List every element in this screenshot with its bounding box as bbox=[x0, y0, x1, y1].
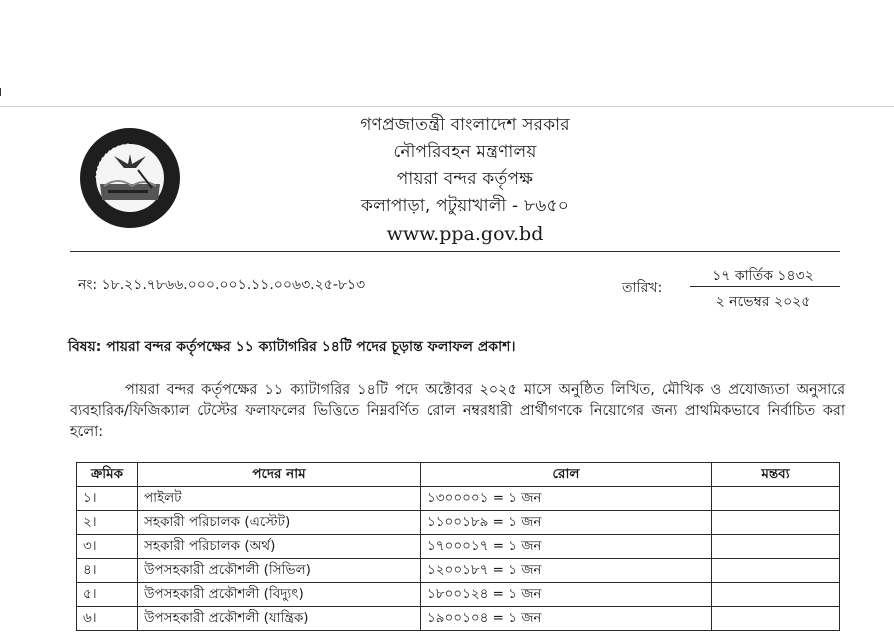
website-link[interactable]: www.ppa.gov.bd bbox=[386, 223, 544, 245]
roll-cell: ১৩০০০০১ = ১ জন bbox=[421, 487, 712, 511]
date-label: তারিখ: bbox=[622, 280, 663, 296]
post-cell: উপসহকারী প্রকৌশলী (সিভিল) bbox=[138, 559, 421, 583]
date-bangla: ১৭ কার্তিক ১৪৩২ bbox=[712, 268, 814, 284]
remark-cell bbox=[712, 607, 840, 631]
table-header-row bbox=[77, 463, 840, 487]
serial-cell: ৩। bbox=[77, 535, 138, 559]
subject-line: বিষয়: পায়রা বন্দর কর্তৃপক্ষের ১১ ক্যাটাগরির ১৪টি পদের চূড়ান্ত ফলাফল প্রকাশ। bbox=[68, 339, 516, 355]
body-text: পায়রা বন্দর কর্তৃপক্ষের ১১ ক্যাটাগরির ১৪টি পদে অক্টোবর ২০২৫ মাসে অনুষ্ঠিত লিখিত, মৌখিক ও প্রযোজ্যতা অনুসারে ব্যবহারিক/ফিজিক্যাল টেস্টের ফলাফলের ভিত্তিতে নিম্নবর্ণিত রোল নম্বরধারী প্রার্থীগণকে নিয়োগের জন্য প্রাথমিকভাবে নির্বাচিত করা হলো: bbox=[70, 382, 845, 440]
header-divider bbox=[70, 251, 840, 252]
table-row bbox=[77, 583, 840, 607]
date-gregorian: ২ নভেম্বর ২০২৫ bbox=[715, 294, 811, 310]
remark-cell bbox=[712, 583, 840, 607]
ministry-name: নৌপরিবহন মন্ত্রণালয় bbox=[393, 142, 537, 162]
date-divider bbox=[690, 286, 840, 287]
office-address: কলাপাড়া, পটুয়াখালী - ৮৬৫০ bbox=[361, 196, 569, 216]
authority-name: পায়রা বন্দর কর্তৃপক্ষ bbox=[396, 169, 534, 189]
remark-cell bbox=[712, 511, 840, 535]
body-paragraph bbox=[70, 380, 845, 443]
table-row bbox=[77, 511, 840, 535]
post-cell: সহকারী পরিচালক (অর্থ) bbox=[138, 535, 421, 559]
serial-cell: ১। bbox=[77, 487, 138, 511]
government-name: গণপ্রজাতন্ত্রী বাংলাদেশ সরকার bbox=[360, 115, 570, 135]
remark-cell bbox=[712, 559, 840, 583]
remark-cell bbox=[712, 487, 840, 511]
edge-mark bbox=[0, 88, 1, 96]
office-header bbox=[300, 112, 630, 220]
post-cell: উপসহকারী প্রকৌশলী (যান্ত্রিক) bbox=[138, 607, 421, 631]
post-cell: উপসহকারী প্রকৌশলী (বিদ্যুৎ) bbox=[138, 583, 421, 607]
post-cell: সহকারী পরিচালক (এস্টেট) bbox=[138, 511, 421, 535]
payra-port-authority-emblem bbox=[78, 126, 182, 230]
table-row bbox=[77, 535, 840, 559]
result-table bbox=[76, 462, 840, 631]
remark-cell bbox=[712, 535, 840, 559]
table-row bbox=[77, 607, 840, 631]
roll-cell: ১৮০০১২৪ = ১ জন bbox=[421, 583, 712, 607]
col-roll: রোল bbox=[421, 463, 712, 487]
col-remark: মন্তব্য bbox=[712, 463, 840, 487]
serial-cell: ৪। bbox=[77, 559, 138, 583]
roll-cell: ১৭০০০১৭ = ১ জন bbox=[421, 535, 712, 559]
roll-cell: ১২০০১৮৭ = ১ জন bbox=[421, 559, 712, 583]
top-blank-area bbox=[0, 0, 894, 107]
roll-cell: ১১০০১৮৯ = ১ জন bbox=[421, 511, 712, 535]
table-row bbox=[77, 487, 840, 511]
serial-cell: ৫। bbox=[77, 583, 138, 607]
post-cell: পাইলট bbox=[138, 487, 421, 511]
serial-cell: ২। bbox=[77, 511, 138, 535]
memo-number: নং: ১৮.২১.৭৮৬৬.০০০.০০১.১১.০০৬৩.২৫-৮১৩ bbox=[78, 277, 366, 293]
col-serial: ক্রমিক bbox=[77, 463, 138, 487]
roll-cell: ১৯০০১০৪ = ১ জন bbox=[421, 607, 712, 631]
serial-cell: ৬। bbox=[77, 607, 138, 631]
table-row bbox=[77, 559, 840, 583]
col-post: পদের নাম bbox=[138, 463, 421, 487]
